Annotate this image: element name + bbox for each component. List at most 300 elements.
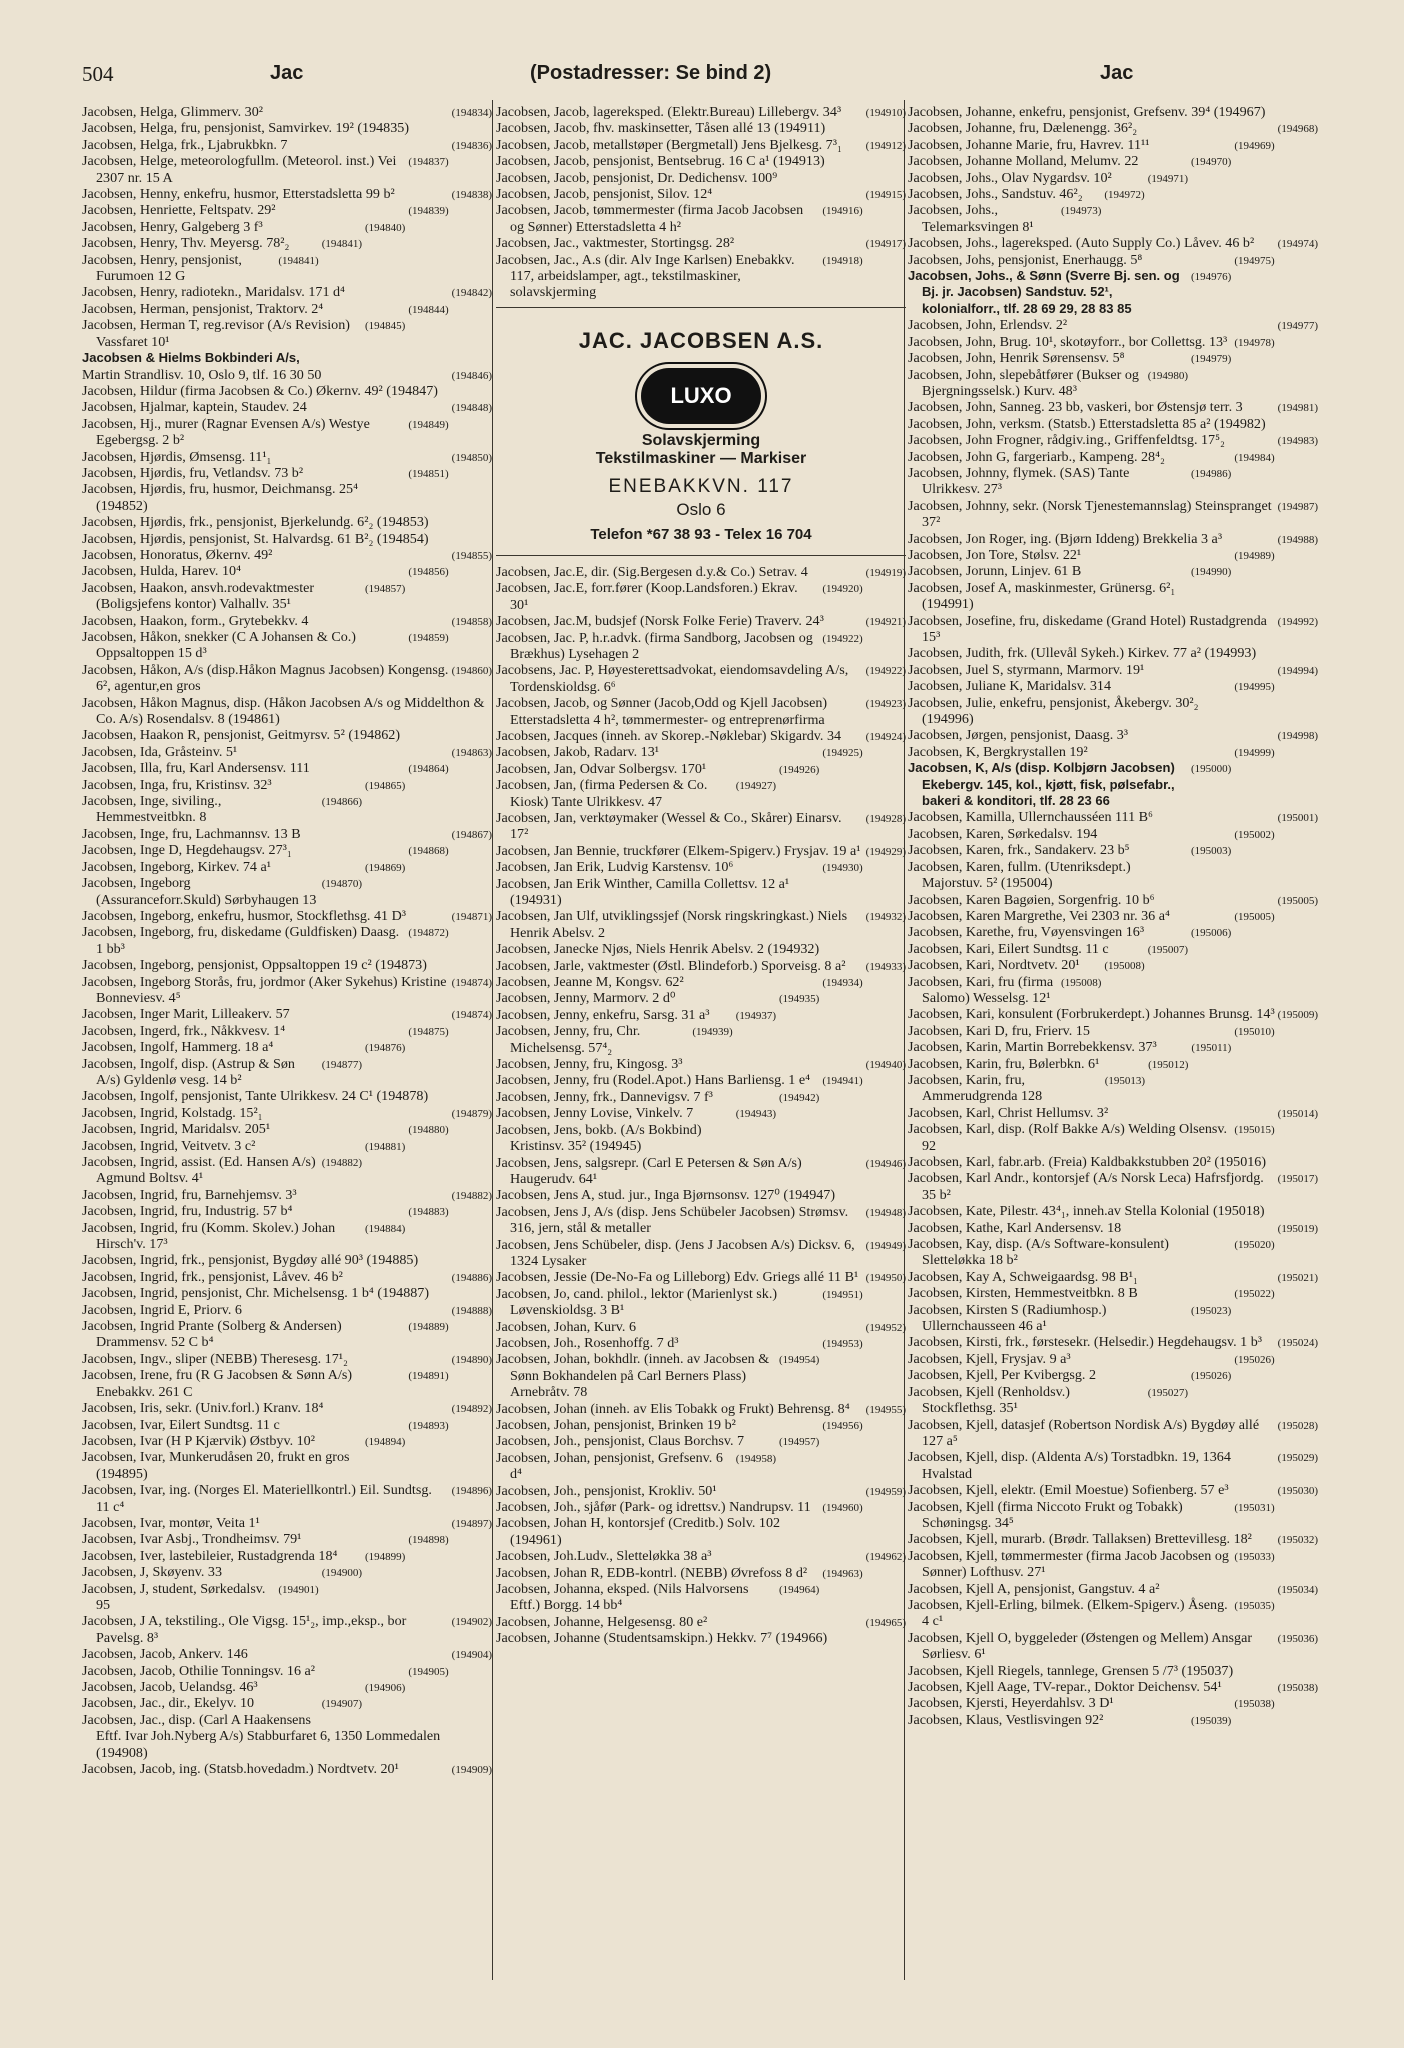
entry-code: (194848) bbox=[451, 402, 492, 415]
entry-code: (194960) bbox=[822, 1502, 863, 1515]
entry-code: (194902) bbox=[451, 1616, 492, 1629]
entry-code: (194904) bbox=[451, 1649, 492, 1662]
entry-code: (194999) bbox=[1234, 746, 1275, 759]
entry-text: Jacobsen, Johanne (Studentsamskipn.) Hekkv. 7⁷ (194966) bbox=[496, 1630, 828, 1647]
entry-text: Jacobsen, Inga, fru, Kristinsv. 32³ bbox=[82, 776, 272, 793]
entry-code: (194917) bbox=[865, 238, 906, 251]
entry-text: Jacobsen, Jacob, Othilie Tonningsv. 16 a² bbox=[82, 1662, 316, 1679]
entry-text: Jacobsen, Kjell, disp. (Aldenta A/s) Torstadbkn. 19, 1364 Hvalstad bbox=[908, 1449, 1231, 1482]
entry-code: (194949) bbox=[865, 1239, 906, 1252]
entry-text: Jacobsen, Jørgen, pensjonist, Daasg. 3³ bbox=[908, 727, 1129, 744]
entry-code: (195008) bbox=[1104, 960, 1145, 973]
directory-entry bbox=[82, 1646, 492, 1662]
header-left-word: Jac bbox=[270, 62, 304, 84]
entry-code: (194976) bbox=[1191, 271, 1232, 284]
directory-entry bbox=[496, 564, 906, 580]
column-divider bbox=[492, 100, 493, 1980]
directory-entry bbox=[82, 1006, 492, 1022]
directory-entry bbox=[908, 662, 1318, 678]
entry-text: Jacobsen, Jacob, pensjonist, Bentsebrug. 16 C a¹ (194913) bbox=[496, 153, 825, 170]
entry-code: (194934) bbox=[822, 977, 863, 990]
entry-code: (194882) bbox=[451, 1189, 492, 1202]
entry-text: Jacobsen, Ivar (H P Kjærvik) Østbyv. 10² bbox=[82, 1432, 315, 1449]
entry-text: Jacobsen, Johs., Telemarksvingen 8¹ bbox=[908, 202, 1034, 235]
entry-text: Jacobsen, Karen, Sørkedalsv. 194 bbox=[908, 825, 1098, 842]
entry-code: (194839) bbox=[408, 205, 449, 218]
entry-code: (194952) bbox=[865, 1321, 906, 1334]
directory-entry bbox=[82, 1712, 492, 1761]
entry-text: Jacobsen, Jan Ulf, utviklingssjef (Norsk ringskringkast.) Niels Henrik Abelsv. 2 bbox=[496, 908, 848, 941]
directory-entry bbox=[496, 630, 906, 663]
directory-entry bbox=[496, 153, 906, 169]
entry-text: Jacobsen, Haakon, ansvh.rodevaktmester (Boligsjefens kontor) Valhallv. 35¹ bbox=[82, 579, 315, 613]
entry-text: Jacobsen, Inge, siviling., Hemmestveitbkn. 8 bbox=[82, 793, 222, 826]
entry-code: (195019) bbox=[1277, 1222, 1318, 1235]
entry-text: Jacobsen, Karl Andr., kontorsjef (A/s Norsk Leca) Hafrsfjordg. 35 b² bbox=[908, 1170, 1264, 1203]
entry-code: (194975) bbox=[1234, 254, 1275, 267]
entry-text: Jacobsen, Karin, fru, Bølerbkn. 6¹ bbox=[908, 1055, 1100, 1072]
entry-text: Jacobsen, Ingrid, pensjonist, Chr. Michelsensg. 1 b⁴ (194887) bbox=[82, 1285, 430, 1302]
entry-text: Jacobsen, Johan, Kurv. 6 bbox=[496, 1318, 636, 1335]
entry-code: (194980) bbox=[1147, 369, 1189, 382]
entry-text: Jacobsen, Klaus, Vestlisvingen 92² bbox=[908, 1711, 1104, 1728]
directory-entry bbox=[82, 580, 492, 613]
entry-code: (194939) bbox=[692, 1026, 733, 1039]
directory-entry bbox=[496, 1007, 906, 1023]
entry-code: (194882) bbox=[321, 1157, 363, 1169]
directory-entry bbox=[908, 449, 1318, 465]
directory-entry bbox=[908, 350, 1318, 366]
directory-entry bbox=[496, 1286, 906, 1319]
directory-entry bbox=[908, 317, 1318, 333]
entry-code: (194932) bbox=[865, 911, 906, 924]
entry-code: (195032) bbox=[1277, 1534, 1318, 1547]
entry-code: (194889) bbox=[408, 1321, 449, 1334]
entry-code: (194875) bbox=[408, 1025, 449, 1038]
entry-text: Jacobsen, Kamilla, Ullernchausséen 111 B⁶ bbox=[908, 809, 1153, 826]
directory-entry bbox=[82, 1564, 492, 1580]
entry-text: Jacobsen, Josef A, maskinmester, Grünersg. 6²₁ (194991) bbox=[908, 579, 1176, 613]
entry-code: (194943) bbox=[735, 1108, 777, 1121]
directory-entry bbox=[908, 744, 1318, 760]
entry-text: Jacobsen, Jac., A.s (dir. Alv Inge Karlsen) Enebakkv. 117, arbeidslamper, agt., tekstilmaskiner, solavskjerming bbox=[496, 251, 795, 301]
directory-entry bbox=[908, 367, 1318, 400]
directory-entry bbox=[82, 613, 492, 629]
entry-text: Jacobsen, Kirsti, frk., førstesekr. (Helsedir.) Hegdehaugsv. 1 b³ bbox=[908, 1334, 1263, 1351]
entry-text: Jacobsen, Hjørdis, frk., pensjonist, Bjerkelundg. 6²₂ (194853) bbox=[82, 514, 429, 531]
directory-entry bbox=[908, 809, 1318, 825]
directory-entry bbox=[908, 547, 1318, 563]
entry-text: Jacobsen, Helga, fru, pensjonist, Samvirkev. 19² (194835) bbox=[82, 120, 410, 137]
entry-code: (194942) bbox=[779, 1091, 820, 1104]
entry-text: Jacobsen, Ingrid, Maridalsv. 205¹ bbox=[82, 1121, 271, 1138]
entry-text: Jacobsen, Håkon Magnus, disp. (Håkon Jacobsen A/s og Middelthon & Co. A/s) Rosendalsv. 8 (194861) bbox=[82, 694, 485, 728]
entry-text: Jacobsen, Helga, Glimmerv. 30² bbox=[82, 104, 264, 120]
entry-text: Jacobsen, Jens J, A/s (disp. Jens Schübeler Jacobsen) Strømsv. 316, jern, stål & metaller bbox=[496, 1203, 849, 1237]
directory-entry bbox=[908, 334, 1318, 350]
entry-text: Jacobsen, Jeanne M, Kongsv. 62² bbox=[496, 974, 684, 991]
entry-text: Jacobsen, Karl, Christ Hellumsv. 3² bbox=[908, 1104, 1109, 1121]
directory-entry bbox=[908, 1449, 1318, 1482]
entry-code: (194954) bbox=[779, 1354, 820, 1367]
entry-text: Jacobsen, Ingrid, frk., pensjonist, Låvev. 46 b² bbox=[82, 1268, 343, 1285]
entry-text: Jacobsen, Kate, Pilestr. 43⁴₁, inneh.av Stella Kolonial (195018) bbox=[908, 1203, 1265, 1220]
directory-entry bbox=[82, 1367, 492, 1400]
entry-code: (194981) bbox=[1277, 402, 1318, 415]
entry-text: Jacobsen, Illa, fru, Karl Andersensv. 111 bbox=[82, 760, 310, 777]
directory-entry bbox=[908, 1597, 1318, 1630]
entry-text: Jacobsen, Karl, disp. (Rolf Bakke A/s) Welding Olsensv. 92 bbox=[908, 1121, 1228, 1154]
directory-entry bbox=[496, 1237, 906, 1270]
directory-entry bbox=[496, 1433, 906, 1449]
entry-text: Jacobsen, Hjalmar, kaptein, Staudev. 24 bbox=[82, 399, 307, 416]
entry-code: (194972) bbox=[1104, 189, 1145, 202]
directory-entry bbox=[908, 678, 1318, 694]
entry-text: Jacobsen, Jens A, stud. jur., Inga Bjørnsonsv. 127⁰ (194947) bbox=[496, 1187, 836, 1204]
entry-text: Jacobsen, Jenny, enkefru, Sarsg. 31 a³ bbox=[496, 1006, 710, 1023]
entry-text: Jacobsen, Jan Erik, Ludvig Karstensv. 10⁶ bbox=[496, 859, 734, 876]
entry-text: Jacobsen, Jacob, lagereksped. (Elektr.Bureau) Lillebergv. 34³ bbox=[496, 104, 842, 120]
directory-entry bbox=[496, 252, 906, 301]
entry-code: (195013) bbox=[1104, 1074, 1146, 1087]
entry-text: Jacobsen, Irene, fru (R G Jacobsen & Sønn A/s) Enebakkv. 261 C bbox=[82, 1367, 353, 1400]
entry-code: (194844) bbox=[408, 303, 449, 316]
directory-entry bbox=[908, 416, 1318, 432]
entry-text: Jacobsen, Jac. P, h.r.advk. (firma Sandborg, Jacobsen og Brækhus) Lysehagen 2 bbox=[496, 629, 813, 662]
entry-text: Jacobsen, Kathe, Karl Andersensv. 18 bbox=[908, 1219, 1122, 1236]
entry-text: Jacobsen, Julie, enkefru, pensjonist, Åkebergv. 30²₂ (194996) bbox=[908, 694, 1199, 728]
entry-text: Jacobsen, Ingolf, disp. (Astrup & Søn A/s) Gyldenlø vesg. 14 b² bbox=[82, 1055, 295, 1088]
directory-entry bbox=[908, 1154, 1318, 1170]
entry-code: (194963) bbox=[822, 1567, 863, 1580]
entry-code: (194925) bbox=[822, 747, 863, 760]
entry-code: (194834) bbox=[451, 107, 492, 119]
entry-code: (194916) bbox=[822, 205, 863, 218]
entry-code: (194927) bbox=[735, 780, 777, 793]
entry-text: Jacobsen, Kjell Riegels, tannlege, Grensen 5 /7³ (195037) bbox=[908, 1662, 1234, 1679]
directory-entry bbox=[82, 1548, 492, 1564]
entry-code: (194919) bbox=[865, 566, 906, 579]
entry-text: Jacobsen, Jorunn, Linjev. 61 B bbox=[908, 563, 1082, 580]
directory-entry bbox=[908, 1679, 1318, 1695]
entry-text: Jacobsen, Jacob, Ankerv. 146 bbox=[82, 1646, 248, 1663]
entry-code: (194866) bbox=[321, 796, 363, 809]
luxo-logo-icon: LUXO bbox=[641, 368, 761, 424]
entry-code: (195008) bbox=[1061, 976, 1102, 989]
directory-entry bbox=[82, 1138, 492, 1154]
directory-entry bbox=[908, 892, 1318, 908]
entry-code: (194969) bbox=[1234, 139, 1275, 152]
entry-code: (194912) bbox=[865, 139, 906, 152]
directory-entry bbox=[82, 1351, 492, 1367]
entry-text: Jacobsen, Johs., Sandstuv. 46²₂ bbox=[908, 186, 1083, 203]
entry-code: (194858) bbox=[451, 615, 492, 628]
entry-code: (195039) bbox=[1191, 1714, 1232, 1727]
directory-entry bbox=[496, 580, 906, 613]
entry-text: Jacobsen, Haakon, form., Grytebekkv. 4 bbox=[82, 612, 309, 629]
directory-entry bbox=[496, 1548, 906, 1564]
directory-entry bbox=[908, 859, 1318, 892]
directory-entry bbox=[496, 810, 906, 843]
entry-code: (194860) bbox=[451, 664, 492, 677]
entry-code: (194923) bbox=[865, 698, 906, 711]
entry-code: (194907) bbox=[321, 1698, 363, 1711]
header-right-word: Jac bbox=[1100, 62, 1134, 84]
directory-entry bbox=[908, 760, 1318, 809]
entry-text: Jacobsen, John, verksm. (Statsb.) Etterstadsletta 85 a² (194982) bbox=[908, 415, 1266, 432]
entry-text: Jacobsen, Joh., sjåfør (Park- og idrettsv.) Nandrupsv. 11 bbox=[496, 1499, 811, 1516]
entry-text: Jacobsen, Kjersti, Heyerdahlsv. 3 D¹ bbox=[908, 1695, 1114, 1712]
entry-code: (194877) bbox=[321, 1058, 363, 1071]
directory-entry bbox=[908, 645, 1318, 661]
directory-entry bbox=[82, 957, 492, 973]
entry-code: (195014) bbox=[1277, 1107, 1318, 1120]
entry-code: (195031) bbox=[1234, 1501, 1275, 1514]
directory-entry bbox=[496, 958, 906, 974]
entry-text: Jacobsen, Haakon R, pensjonist, Geitmyrsv. 5² (194862) bbox=[82, 727, 401, 744]
entry-code: (195034) bbox=[1277, 1583, 1318, 1596]
directory-entry bbox=[82, 563, 492, 579]
entry-code: (194870) bbox=[321, 878, 363, 891]
directory-entry bbox=[82, 1581, 492, 1614]
entry-text: Jacobsens, Jac. P, Høyesterettsadvokat, eiendomsavdeling A/s, Tordenskioldsg. 6⁶ bbox=[496, 662, 849, 695]
directory-entry bbox=[82, 219, 492, 235]
entry-code: (194941) bbox=[822, 1075, 863, 1088]
entry-code: (194930) bbox=[822, 862, 863, 875]
entry-text: Jacobsen, K, Bergkrystallen 19² bbox=[908, 743, 1088, 760]
entry-text: Jacobsen, Ingolf, pensjonist, Tante Ulrikkesv. 24 C¹ (194878) bbox=[82, 1088, 429, 1105]
entry-code: (194880) bbox=[408, 1124, 449, 1137]
entry-text: Jacobsen, John G, fargeriarb., Kampeng. 28⁴₂ bbox=[908, 448, 1165, 465]
entry-text: Jacobsen, Kari D, fru, Frierv. 15 bbox=[908, 1022, 1090, 1039]
entry-code: (195028) bbox=[1277, 1419, 1318, 1432]
directory-entry bbox=[82, 908, 492, 924]
entry-text: Jacobsen, Kirsten S (Radiumhosp.) Ullernchausseen 46 a¹ bbox=[908, 1301, 1107, 1335]
entry-code: (195002) bbox=[1234, 828, 1275, 841]
entry-text: Jacobsen, Johs, pensjonist, Enerhaugg. 5⁸ bbox=[908, 251, 1143, 268]
entry-text: Jacobsen, Jo, cand. philol., lektor (Marienlyst sk.) Løvenskioldsg. 3 B¹ bbox=[496, 1285, 778, 1319]
entry-code: (194935) bbox=[779, 993, 820, 1006]
directory-entry bbox=[908, 1581, 1318, 1597]
entry-text: Jacobsen, John, Erlendsv. 2² bbox=[908, 317, 1068, 334]
entry-text: Jacobsen, Karen, frk., Sandakerv. 23 b⁵ bbox=[908, 842, 1130, 859]
entry-code: (194946) bbox=[865, 1157, 906, 1170]
directory-entry bbox=[496, 843, 906, 859]
entry-code: (194921) bbox=[865, 616, 906, 629]
directory-entry bbox=[82, 514, 492, 530]
directory-entry bbox=[908, 235, 1318, 251]
entry-code: (195033) bbox=[1234, 1550, 1275, 1563]
directory-entry bbox=[82, 1400, 492, 1416]
entry-text: Jacobsen, Ivar, Eilert Sundtsg. 11 c bbox=[82, 1416, 280, 1433]
entry-code: (194977) bbox=[1277, 320, 1318, 333]
entry-code: (194841) bbox=[321, 238, 363, 251]
directory-entry bbox=[496, 186, 906, 202]
entry-code: (194855) bbox=[451, 549, 492, 562]
directory-entry bbox=[82, 1695, 492, 1711]
directory-entry bbox=[496, 1351, 906, 1400]
directory-entry bbox=[82, 777, 492, 793]
directory-entry bbox=[496, 1614, 906, 1630]
directory-entry bbox=[82, 1088, 492, 1104]
entry-code: (194989) bbox=[1234, 549, 1275, 562]
directory-entry bbox=[496, 1056, 906, 1072]
directory-entry bbox=[496, 1401, 906, 1417]
directory-entry bbox=[908, 1482, 1318, 1498]
entry-text: Jacobsen, Ivar, ing. (Norges El. Materiellkontrl.) Eil. Sundtsg. 11 c⁴ bbox=[82, 1482, 432, 1515]
entry-code: (195010) bbox=[1234, 1025, 1275, 1038]
entry-text: Jacobsen, Ingrid, assist. (Ed. Hansen A/s) Agmund Boltsv. 4¹ bbox=[82, 1154, 316, 1187]
directory-entry bbox=[82, 383, 492, 399]
entry-text: Jacobsen, Karen Bagøien, Sorgenfrig. 10 b⁶ bbox=[908, 891, 1155, 908]
directory-entry bbox=[82, 1252, 492, 1268]
directory-entry bbox=[908, 1072, 1318, 1105]
directory-entry bbox=[82, 826, 492, 842]
directory-entry bbox=[82, 1449, 492, 1482]
entry-text: Jacobsen, Kjell (firma Niccoto Frukt og Tobakk) Schøningsg. 34⁵ bbox=[908, 1498, 1183, 1531]
entry-text: Jacobsen, Henry, radiotekn., Maridalsv. 171 d⁴ bbox=[82, 284, 345, 301]
entry-text: Jacobsen, Kari, konsulent (Forbrukerdept.) Johannes Brunsg. 14³ bbox=[908, 1006, 1275, 1023]
directory-entry bbox=[82, 1154, 492, 1187]
entry-code: (194891) bbox=[408, 1370, 449, 1383]
column-1 bbox=[82, 104, 492, 1984]
entry-text: Jacobsen, Jens Schübeler, disp. (Jens J Jacobsen A/s) Dicksv. 6, 1324 Lysaker bbox=[496, 1236, 855, 1269]
entry-text: Jacobsen, Jacob, metallstøper (Bergmetall) Jens Bjelkesg. 7³₁ bbox=[496, 136, 842, 153]
entry-text: Jacobsen, Karin, fru, Ammerudgrenda 128 bbox=[908, 1071, 1043, 1105]
directory-entry bbox=[82, 1269, 492, 1285]
directory-entry bbox=[908, 1351, 1318, 1367]
entry-code: (195000) bbox=[1191, 763, 1232, 776]
entry-code: (194845) bbox=[365, 320, 406, 333]
directory-entry bbox=[82, 350, 492, 366]
entry-code: (194879) bbox=[451, 1107, 492, 1120]
directory-entry bbox=[908, 842, 1318, 858]
entry-code: (195012) bbox=[1148, 1058, 1189, 1071]
entry-code: (194973) bbox=[1061, 205, 1102, 218]
directory-entry bbox=[908, 613, 1318, 646]
entry-text: Jacobsen, Ingeborg, pensjonist, Oppsaltoppen 19 c² (194873) bbox=[82, 957, 427, 974]
directory-entry bbox=[908, 695, 1318, 728]
entry-code: (194894) bbox=[365, 1435, 406, 1448]
directory-entry bbox=[82, 1663, 492, 1679]
directory-entry bbox=[908, 580, 1318, 613]
directory-entry bbox=[496, 859, 906, 875]
entry-text: Jacobsen, Henry, Thv. Meyersg. 78²₂ bbox=[82, 235, 290, 252]
entry-code: (195022) bbox=[1234, 1288, 1275, 1301]
entry-text: Jacobsen, Kjell Aage, TV-repar., Doktor Deichensv. 54¹ bbox=[908, 1679, 1222, 1695]
entry-text: Jacobsen, Jan Bennie, truckfører (Elkem-Spigerv.) Frysjav. 19 a¹ bbox=[496, 842, 861, 859]
column-2 bbox=[496, 104, 906, 1984]
entry-text: Jacobsen, Kjell (Renholdsv.) Stockflethsg. 35¹ bbox=[908, 1383, 1070, 1417]
directory-entry bbox=[82, 1105, 492, 1121]
entry-text: Jacobsen, Kjell, murarb. (Brødr. Tallaksen) Brettevillesg. 18² bbox=[908, 1531, 1252, 1548]
directory-entry bbox=[908, 1630, 1318, 1663]
directory-entry bbox=[496, 202, 906, 235]
directory-entry bbox=[82, 859, 492, 875]
directory-entry bbox=[82, 793, 492, 826]
directory-entry bbox=[82, 1302, 492, 1318]
entry-text: Jacobsen, Joh., pensjonist, Claus Borchsv. 7 bbox=[496, 1433, 745, 1450]
entry-code: (194884) bbox=[365, 1222, 406, 1235]
entry-text: Jacobsen, Ingrid Prante (Solberg & Andersen) Drammensv. 52 C b⁴ bbox=[82, 1318, 342, 1351]
directory-entry bbox=[82, 974, 492, 1007]
entry-text: Jacobsen, Kjell, elektr. (Emil Moestue) Sofienberg. 57 e³ bbox=[908, 1482, 1229, 1499]
entry-code: (195001) bbox=[1277, 812, 1318, 825]
directory-entry bbox=[82, 1056, 492, 1089]
entry-text: Jacobsen, Jacob, ing. (Statsb.hovedadm.) Nordtvetv. 20¹ bbox=[82, 1761, 399, 1778]
directory-entry bbox=[496, 1417, 906, 1433]
directory-entry bbox=[82, 695, 492, 728]
directory-entry bbox=[82, 202, 492, 218]
entry-code: (194984) bbox=[1234, 451, 1275, 464]
entry-text: Jacobsen, Johnny, flymek. (SAS) Tante Ulrikkesv. 27³ bbox=[908, 464, 1130, 498]
entry-text: Jacobsen, Honoratus, Økernv. 49² bbox=[82, 546, 273, 563]
entry-code: (195017) bbox=[1277, 1173, 1318, 1186]
entry-code: (194910) bbox=[865, 107, 906, 119]
page-number: 504 bbox=[82, 62, 114, 86]
directory-entry bbox=[496, 1630, 906, 1646]
entry-text: Jacobsen, Kirsten, Hemmestveitbkn. 8 B bbox=[908, 1285, 1138, 1302]
entry-code: (194970) bbox=[1191, 156, 1232, 169]
entry-code: (194868) bbox=[408, 845, 449, 858]
entry-text: Jacobsen, Hjørdis, pensjonist, St. Halvardsg. 61 B²₂ (194854) bbox=[82, 530, 429, 547]
entry-code: (194864) bbox=[408, 763, 449, 776]
directory-entry bbox=[908, 1056, 1318, 1072]
entry-text: Jacobsen, Jacob, pensjonist, Silov. 12⁴ bbox=[496, 186, 713, 203]
entry-text: Jacobsen, Johan, pensjonist, Brinken 19 b² bbox=[496, 1417, 736, 1433]
entry-text: Jacobsen, Jessie (De-No-Fa og Lilleborg) Edv. Griegs allé 11 B¹ bbox=[496, 1269, 859, 1286]
entry-code: (194928) bbox=[865, 812, 906, 825]
entry-text: Jacobsen, Ingrid E, Priorv. 6 bbox=[82, 1301, 242, 1318]
directory-entry bbox=[908, 1006, 1318, 1022]
directory-entry bbox=[908, 1531, 1318, 1547]
entry-code: (194978) bbox=[1234, 336, 1275, 349]
directory-entry bbox=[496, 104, 906, 120]
entry-text: Jacobsen, Hjørdis, Ømsensg. 11¹₁ bbox=[82, 448, 272, 465]
entry-code: (194893) bbox=[408, 1419, 449, 1432]
entry-code: (194909) bbox=[451, 1764, 492, 1777]
entry-code: (195020) bbox=[1234, 1239, 1275, 1252]
directory-entry bbox=[496, 1155, 906, 1188]
directory-entry bbox=[82, 1433, 492, 1449]
entry-text: Jacobsen, Henriette, Feltspatv. 29² bbox=[82, 202, 276, 219]
entry-text: Jacobsen, Joh., pensjonist, Krokliv. 50¹ bbox=[496, 1482, 717, 1499]
entry-text: Jacobsen, Kjell O, byggeleder (Østengen og Mellem) Ansgar Sørliesv. 6¹ bbox=[908, 1629, 1253, 1663]
entry-code: (194915) bbox=[865, 189, 906, 202]
directory-entry bbox=[82, 1121, 492, 1137]
entry-text: Jacobsen, Ida, Gråsteinv. 5¹ bbox=[82, 743, 238, 760]
entry-text: Jacobsen, John, Henrik Sørensensv. 5⁸ bbox=[908, 350, 1125, 367]
directory-entry bbox=[496, 613, 906, 629]
entry-code: (194865) bbox=[365, 779, 406, 792]
entry-code: (194933) bbox=[865, 960, 906, 973]
directory-entry bbox=[82, 662, 492, 695]
entry-code: (194846) bbox=[451, 369, 492, 382]
directory-entry bbox=[496, 1515, 906, 1548]
entry-text: Jacobsen, John, Sanneg. 23 bb, vaskeri, bor Østensjø terr. 3 bbox=[908, 399, 1243, 416]
entry-text: Jacobsen, Hj., murer (Ragnar Evensen A/s) Westye Egebergsg. 2 b² bbox=[82, 415, 370, 449]
directory-entry bbox=[496, 1269, 906, 1285]
entry-code: (195011) bbox=[1191, 1042, 1232, 1055]
directory-entry bbox=[82, 465, 492, 481]
directory-entry bbox=[496, 662, 906, 695]
entry-text: Jacobsen, Johanne, fru, Dælenengg. 36²₂ bbox=[908, 120, 1138, 137]
directory-entry bbox=[908, 1499, 1318, 1532]
directory-entry bbox=[496, 1581, 906, 1614]
entry-code: (194924) bbox=[865, 730, 906, 743]
directory-entry bbox=[82, 252, 492, 285]
ad-line-2: Tekstilmaskiner — Markiser bbox=[595, 449, 807, 467]
